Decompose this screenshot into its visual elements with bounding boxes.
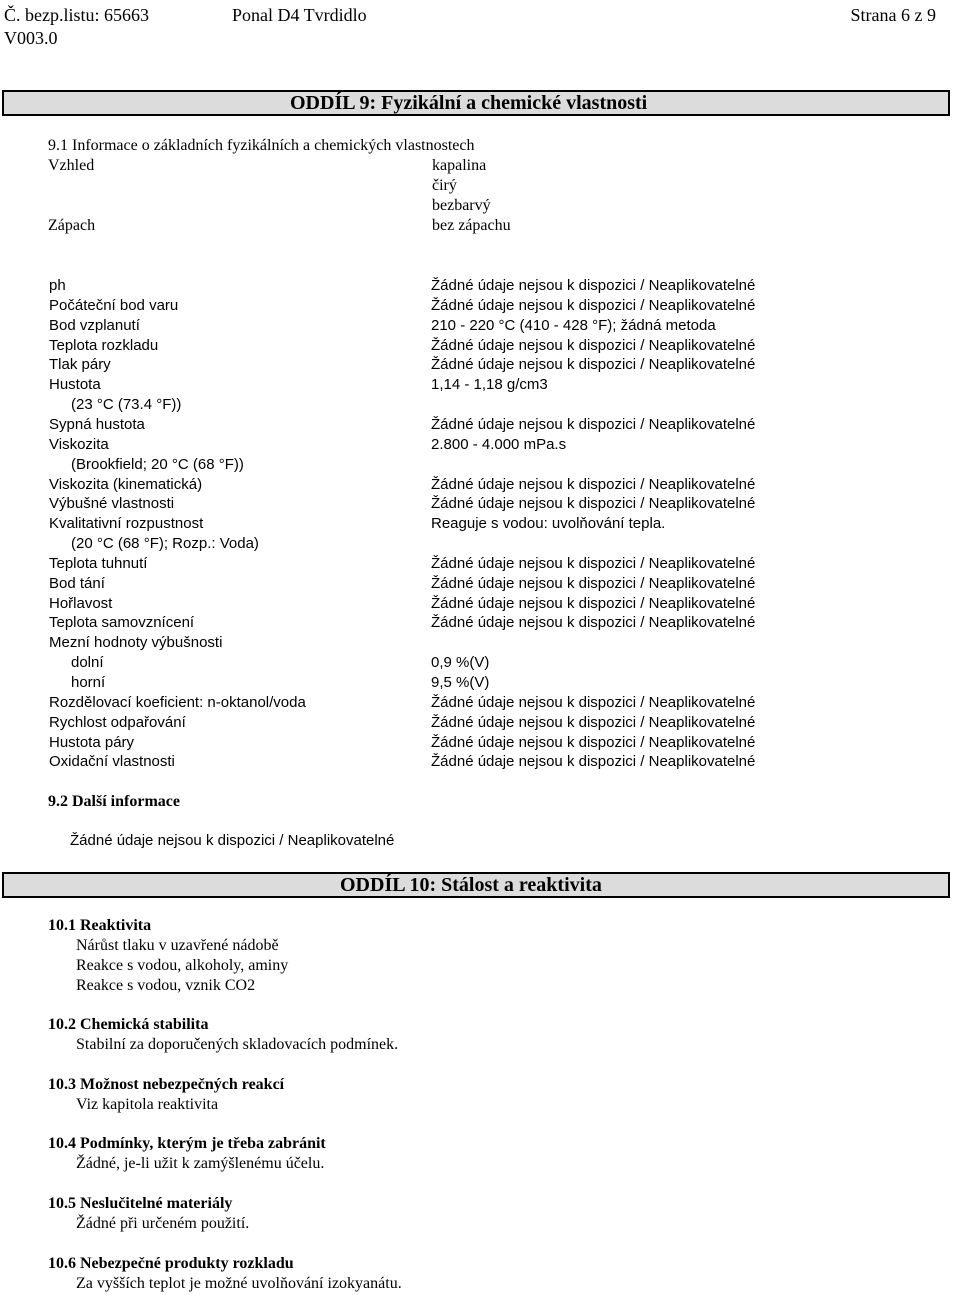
property-label: Bod tání — [49, 575, 105, 592]
subsection-line: Za vyšších teplot je možné uvolňování izokyanátu. — [76, 1275, 402, 1292]
property-label: Teplota rozkladu — [49, 337, 159, 354]
property-value: Žádné údaje nejsou k dispozici / Neaplikovatelné — [431, 614, 756, 631]
doc-number: Č. bezp.listu: 65663 — [4, 5, 149, 25]
subsection-title: 10.5 Neslučitelné materiály — [48, 1195, 233, 1212]
property-value: Žádné údaje nejsou k dispozici / Neaplikovatelné — [431, 356, 756, 373]
property-value: 1,14 - 1,18 g/cm3 — [431, 376, 548, 393]
property-label: Kvalitativní rozpustnost — [49, 515, 204, 532]
property-label: (20 °C (68 °F); Rozp.: Voda) — [71, 535, 259, 552]
property-label: ph — [49, 277, 66, 294]
section-9-title: ODDÍL 9: Fyzikální a chemické vlastnosti — [290, 92, 648, 114]
subsection-9-1-title: 9.1 Informace o základních fyzikálních a chemických vlastnostech — [48, 137, 475, 154]
property-value: Reaguje s vodou: uvolňování tepla. — [431, 515, 666, 532]
section-10-title: ODDÍL 10: Stálost a reaktivita — [340, 874, 602, 896]
appearance-value-state: kapalina — [432, 157, 487, 174]
appearance-value-color: bezbarvý — [432, 197, 491, 214]
property-label: Bod vzplanutí — [49, 317, 140, 334]
property-label: Rozdělovací koeficient: n-oktanol/voda — [49, 694, 306, 711]
property-value: Žádné údaje nejsou k dispozici / Neaplikovatelné — [431, 495, 756, 512]
subsection-line: Nárůst tlaku v uzavřené nádobě — [76, 937, 279, 954]
property-value: Žádné údaje nejsou k dispozici / Neaplikovatelné — [431, 714, 756, 731]
property-value: 210 - 220 °C (410 - 428 °F); žádná metoda — [431, 317, 716, 334]
subsection-title: 10.3 Možnost nebezpečných reakcí — [48, 1076, 285, 1093]
property-label: Sypná hustota — [49, 416, 145, 433]
subsection-line: Žádné, je-li užit k zamýšlenému účelu. — [76, 1155, 325, 1172]
subsection-9-2-text: Žádné údaje nejsou k dispozici / Neaplikovatelné — [70, 832, 395, 849]
property-label: horní — [71, 674, 106, 691]
property-label: Viskozita — [49, 436, 109, 453]
property-label: Rychlost odpařování — [49, 714, 186, 731]
subsection-line: Stabilní za doporučených skladovacích podmínek. — [76, 1036, 399, 1053]
property-label: Počáteční bod varu — [49, 297, 179, 314]
property-value: Žádné údaje nejsou k dispozici / Neaplikovatelné — [431, 734, 756, 751]
subsection-line: Žádné při určeném použití. — [76, 1215, 250, 1232]
property-label: Hustota páry — [49, 734, 135, 751]
property-value: Žádné údaje nejsou k dispozici / Neaplikovatelné — [431, 694, 756, 711]
subsection-9-2-title: 9.2 Další informace — [48, 793, 180, 810]
property-value: Žádné údaje nejsou k dispozici / Neaplikovatelné — [431, 575, 756, 592]
property-label: Výbušné vlastnosti — [49, 495, 175, 512]
property-value: Žádné údaje nejsou k dispozici / Neaplikovatelné — [431, 297, 756, 314]
property-label: Viskozita (kinematická) — [49, 476, 203, 493]
property-label: Teplota tuhnutí — [49, 555, 148, 572]
property-value: Žádné údaje nejsou k dispozici / Neaplikovatelné — [431, 555, 756, 572]
odor-label: Zápach — [48, 217, 96, 234]
property-value: Žádné údaje nejsou k dispozici / Neaplikovatelné — [431, 416, 756, 433]
doc-version: V003.0 — [4, 28, 58, 48]
subsection-title: 10.6 Nebezpečné produkty rozkladu — [48, 1255, 294, 1272]
property-value: Žádné údaje nejsou k dispozici / Neaplikovatelné — [431, 277, 756, 294]
property-value: 2.800 - 4.000 mPa.s — [431, 436, 567, 453]
page-number: Strana 6 z 9 — [850, 5, 936, 25]
property-label: Oxidační vlastnosti — [49, 753, 175, 770]
odor-value: bez zápachu — [432, 217, 511, 234]
subsection-line: Reakce s vodou, alkoholy, aminy — [76, 957, 289, 974]
subsection-title: 10.2 Chemická stabilita — [48, 1016, 209, 1033]
property-value: Žádné údaje nejsou k dispozici / Neaplikovatelné — [431, 337, 756, 354]
property-label: (23 °C (73.4 °F)) — [71, 396, 182, 413]
appearance-value-clarity: čirý — [432, 177, 457, 194]
product-name: Ponal D4 Tvrdidlo — [232, 5, 367, 25]
appearance-label: Vzhled — [48, 157, 95, 174]
property-label: Hustota — [49, 376, 101, 393]
subsection-title: 10.1 Reaktivita — [48, 917, 152, 934]
property-label: Hořlavost — [49, 595, 113, 612]
property-value: 0,9 %(V) — [431, 654, 490, 671]
property-label: Teplota samovznícení — [49, 614, 195, 631]
property-label: (Brookfield; 20 °C (68 °F)) — [71, 456, 244, 473]
property-value: Žádné údaje nejsou k dispozici / Neaplikovatelné — [431, 753, 756, 770]
property-label: Tlak páry — [49, 356, 111, 373]
property-value: 9,5 %(V) — [431, 674, 490, 691]
subsection-title: 10.4 Podmínky, kterým je třeba zabránit — [48, 1135, 326, 1152]
subsection-line: Reakce s vodou, vznik CO2 — [76, 977, 256, 994]
property-label: Mezní hodnoty výbušnosti — [49, 634, 223, 651]
property-value: Žádné údaje nejsou k dispozici / Neaplikovatelné — [431, 476, 756, 493]
property-value: Žádné údaje nejsou k dispozici / Neaplikovatelné — [431, 595, 756, 612]
subsection-line: Viz kapitola reaktivita — [76, 1096, 219, 1113]
property-label: dolní — [71, 654, 104, 671]
